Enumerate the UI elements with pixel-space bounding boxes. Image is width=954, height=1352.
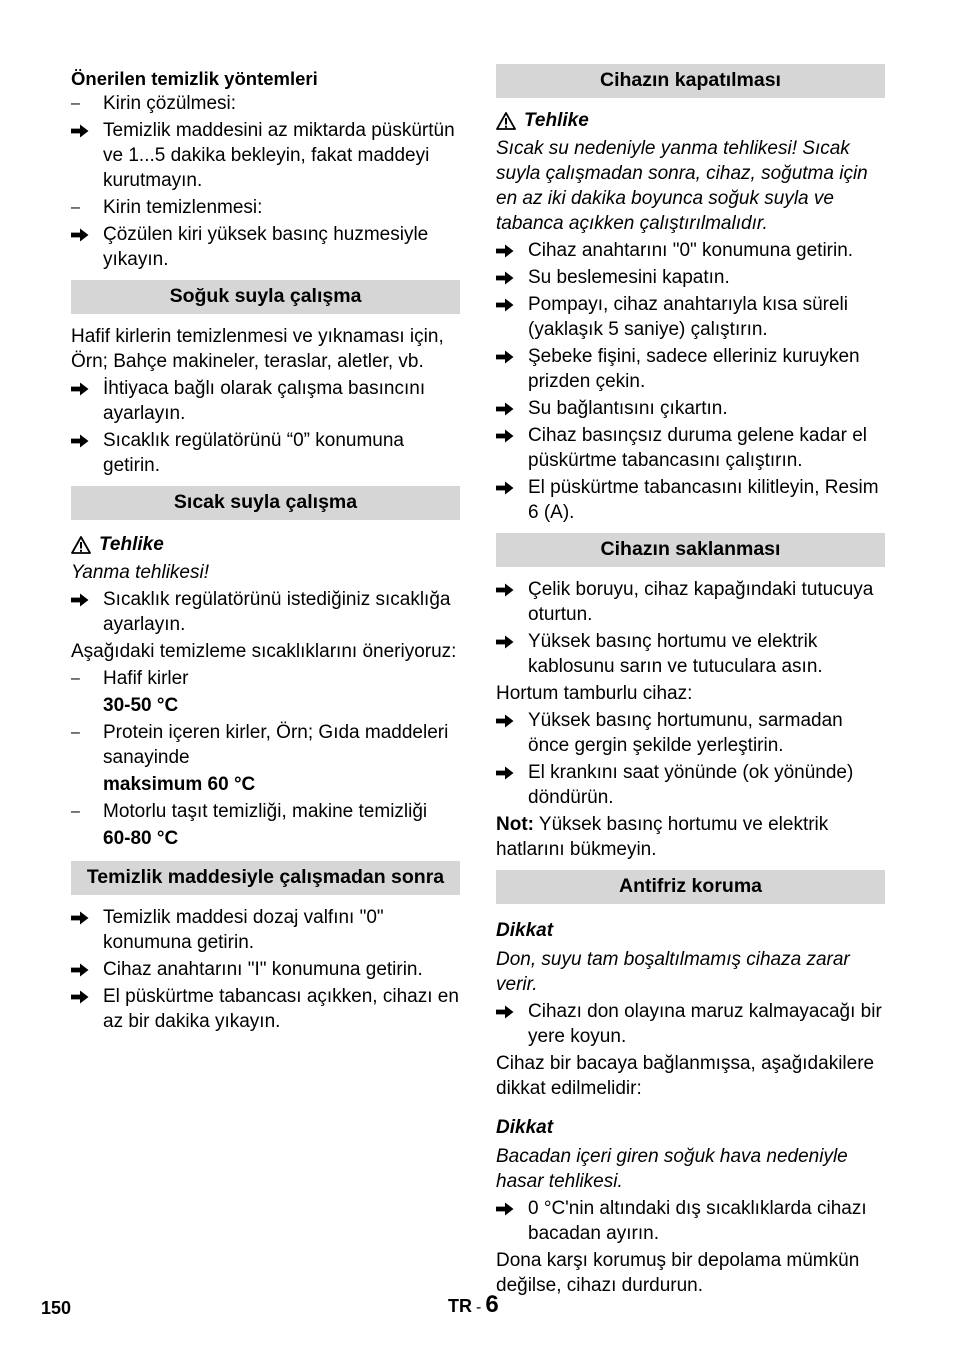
shutdown-step xyxy=(496,423,885,473)
warning-triangle-icon xyxy=(496,112,516,130)
dash-marker: – xyxy=(71,199,80,216)
frost-step-text: Cihazı don olayına maruz kalmayacağı bir yere koyun. xyxy=(528,1001,882,1047)
chimney-step xyxy=(496,1196,885,1246)
storage-step xyxy=(496,577,885,627)
right-column xyxy=(496,64,885,1300)
storage-step-text: Yüksek basınç hortumu ve elektrik kablosunu sarın ve tutuculara asın. xyxy=(528,631,823,677)
dash-marker: – xyxy=(71,670,80,687)
arrow-icon xyxy=(71,376,97,396)
note xyxy=(496,812,885,862)
drum-step xyxy=(496,708,885,758)
drum-step-text: El krankını saat yönünde (ok yönünde) döndürün. xyxy=(528,762,854,808)
warning-triangle-icon xyxy=(71,536,91,554)
arrow-icon xyxy=(71,984,97,1004)
storage-step-text: Çelik boruyu, cihaz kapağındaki tutucuya oturtun. xyxy=(528,579,874,625)
temperature-value: maksimum 60 °C xyxy=(103,774,256,795)
shutdown-step xyxy=(496,238,885,263)
drum-intro: Hortum tamburlu cihaz: xyxy=(496,683,693,704)
method-item-text: Kirin temizlenmesi: xyxy=(103,197,263,218)
after-step-text: Cihaz anahtarını "I" konumuna getirin. xyxy=(103,959,423,980)
arrow-icon xyxy=(71,118,97,138)
arrow-icon xyxy=(496,999,522,1019)
temperature-value: 30-50 °C xyxy=(103,695,179,716)
hot-warning-label: Tehlike xyxy=(99,534,164,555)
after-detergent-title: Temizlik maddesiyle çalışmadan sonra xyxy=(71,861,460,895)
method-item-text: Kirin çözülmesi: xyxy=(103,93,237,114)
shutdown-warning-heading xyxy=(496,108,885,133)
chimney-step-text: 0 °C'nin altındaki dış sıcaklıklarda cihazı bacadan ayırın. xyxy=(528,1198,867,1244)
dash-marker: – xyxy=(71,724,80,741)
temperature-list xyxy=(71,666,460,851)
arrow-icon xyxy=(496,423,522,443)
storage-steps xyxy=(496,577,885,679)
arrow-icon xyxy=(496,760,522,780)
chimney-intro: Cihaz bir bacaya bağlanmışsa, aşağıdakilere dikkat edilmelidir: xyxy=(496,1053,875,1099)
shutdown-step-text: Cihaz basınçsız duruma gelene kadar el püskürtme tabancasını çalıştırın. xyxy=(528,425,868,471)
shutdown-step xyxy=(496,344,885,394)
cold-step-text: Sıcaklık regülatörünü “0” konumuna getirin. xyxy=(103,430,404,476)
after-step xyxy=(71,905,460,955)
language-code: TR xyxy=(448,1296,472,1316)
arrow-icon xyxy=(496,292,522,312)
arrow-icon xyxy=(496,265,522,285)
storage-step xyxy=(496,629,885,679)
storage-title: Cihazın saklanması xyxy=(496,533,885,567)
footer-separator: - xyxy=(476,1299,482,1316)
drum-steps xyxy=(496,708,885,810)
shutdown-step-text: El püskürtme tabancasını kilitleyin, Resim 6 (A). xyxy=(528,477,879,523)
section-page xyxy=(448,1292,499,1320)
after-step xyxy=(71,957,460,982)
shutdown-step xyxy=(496,292,885,342)
drum-step xyxy=(496,760,885,810)
shutdown-step xyxy=(496,396,885,421)
temperature-item xyxy=(71,666,460,691)
shutdown-title: Cihazın kapatılması xyxy=(496,64,885,98)
shutdown-step-text: Su bağlantısını çıkartın. xyxy=(528,398,728,419)
arrow-icon xyxy=(71,428,97,448)
hot-warning-text: Yanma tehlikesi! xyxy=(71,562,209,583)
caution2-text: Bacadan içeri giren soğuk hava nedeniyle hasar tehlikesi. xyxy=(496,1146,848,1192)
note-label: Not: xyxy=(496,814,534,835)
hot-warning-heading xyxy=(71,532,460,557)
frost-title: Antifriz koruma xyxy=(496,870,885,904)
caution2-label: Dikkat xyxy=(496,1117,554,1138)
hot-step-text: Sıcaklık regülatörünü istediğiniz sıcaklığa ayarlayın. xyxy=(103,589,451,635)
hot-recommend: Aşağıdaki temizleme sıcaklıklarını öneriyoruz: xyxy=(71,641,457,662)
shutdown-step-text: Pompayı, cihaz anahtarıyla kısa süreli (yaklaşık 5 saniye) çalıştırın. xyxy=(528,294,848,340)
after-step-text: Temizlik maddesi dozaj valfını "0" konumuna getirin. xyxy=(103,907,384,953)
arrow-icon xyxy=(496,344,522,364)
arrow-icon xyxy=(71,905,97,925)
cold-water-title: Soğuk suyla çalışma xyxy=(71,280,460,314)
method-item xyxy=(71,91,460,116)
section-page-number: 6 xyxy=(485,1291,499,1318)
temperature-item-text: Motorlu taşıt temizliği, makine temizliği xyxy=(103,801,428,822)
drum-step-text: Yüksek basınç hortumunu, sarmadan önce gergin şekilde yerleştirin. xyxy=(528,710,843,756)
left-column xyxy=(71,64,460,1036)
arrow-icon xyxy=(496,708,522,728)
caution1-label: Dikkat xyxy=(496,920,554,941)
frost-step xyxy=(496,999,885,1049)
method-item-text: Çözülen kiri yüksek basınç huzmesiyle yıkayın. xyxy=(103,224,429,270)
hot-step xyxy=(71,587,460,637)
shutdown-warning-text: Sıcak su nedeniyle yanma tehlikesi! Sıcak suyla çalışmadan sonra, cihaz, soğutma için en az iki dakika boyunca soğuk suyla ve tabanca açıkken çalıştırılmalıdır. xyxy=(496,138,868,234)
arrow-icon xyxy=(496,238,522,258)
arrow-icon xyxy=(496,396,522,416)
after-step xyxy=(71,984,460,1034)
temperature-item-text: Protein içeren kirler, Örn; Gıda maddeleri sanayinde xyxy=(103,722,449,768)
shutdown-step-text: Su beslemesini kapatın. xyxy=(528,267,730,288)
after-detergent-steps xyxy=(71,905,460,1034)
arrow-icon xyxy=(71,957,97,977)
methods-list xyxy=(71,91,460,272)
arrow-icon xyxy=(71,222,97,242)
shutdown-steps xyxy=(496,238,885,525)
note-text: Yüksek basınç hortumu ve elektrik hatlarını bükmeyin. xyxy=(496,814,829,860)
shutdown-step xyxy=(496,265,885,290)
temperature-value: 60-80 °C xyxy=(103,828,179,849)
shutdown-step-text: Cihaz anahtarını "0" konumuna getirin. xyxy=(528,240,854,261)
page-number: 150 xyxy=(41,1298,72,1318)
temperature-item xyxy=(71,720,460,770)
method-item xyxy=(71,118,460,193)
final-text: Dona karşı korumuş bir depolama mümkün değilse, cihazı durdurun. xyxy=(496,1250,860,1296)
method-item-text: Temizlik maddesini az miktarda püskürtün ve 1...5 dakika bekleyin, fakat maddeyi kurutmayın. xyxy=(103,120,455,191)
arrow-icon xyxy=(496,629,522,649)
arrow-icon xyxy=(496,475,522,495)
method-item xyxy=(71,195,460,220)
dash-marker: – xyxy=(71,95,80,112)
arrow-icon xyxy=(71,587,97,607)
cold-water-intro: Hafif kirlerin temizlenmesi ve yıknaması için, Örn; Bahçe makineler, teraslar, aletler, vb. xyxy=(71,326,444,372)
dash-marker: – xyxy=(71,803,80,820)
caution1-text: Don, suyu tam boşaltılmamış cihaza zarar verir. xyxy=(496,949,850,995)
shutdown-step-text: Şebeke fişini, sadece elleriniz kuruyken prizden çekin. xyxy=(528,346,860,392)
arrow-icon xyxy=(496,577,522,597)
shutdown-step xyxy=(496,475,885,525)
hot-water-title: Sıcak suyla çalışma xyxy=(71,486,460,520)
cold-water-steps xyxy=(71,376,460,478)
methods-heading: Önerilen temizlik yöntemleri xyxy=(71,68,318,89)
cold-step-text: İhtiyaca bağlı olarak çalışma basıncını ayarlayın. xyxy=(103,378,426,424)
cold-step xyxy=(71,428,460,478)
after-step-text: El püskürtme tabancası açıkken, cihazı en az bir dakika yıkayın. xyxy=(103,986,459,1032)
temperature-item xyxy=(71,799,460,824)
cold-step xyxy=(71,376,460,426)
temperature-item-text: Hafif kirler xyxy=(103,668,189,689)
method-item xyxy=(71,222,460,272)
arrow-icon xyxy=(496,1196,522,1216)
shutdown-warning-label: Tehlike xyxy=(524,110,589,131)
